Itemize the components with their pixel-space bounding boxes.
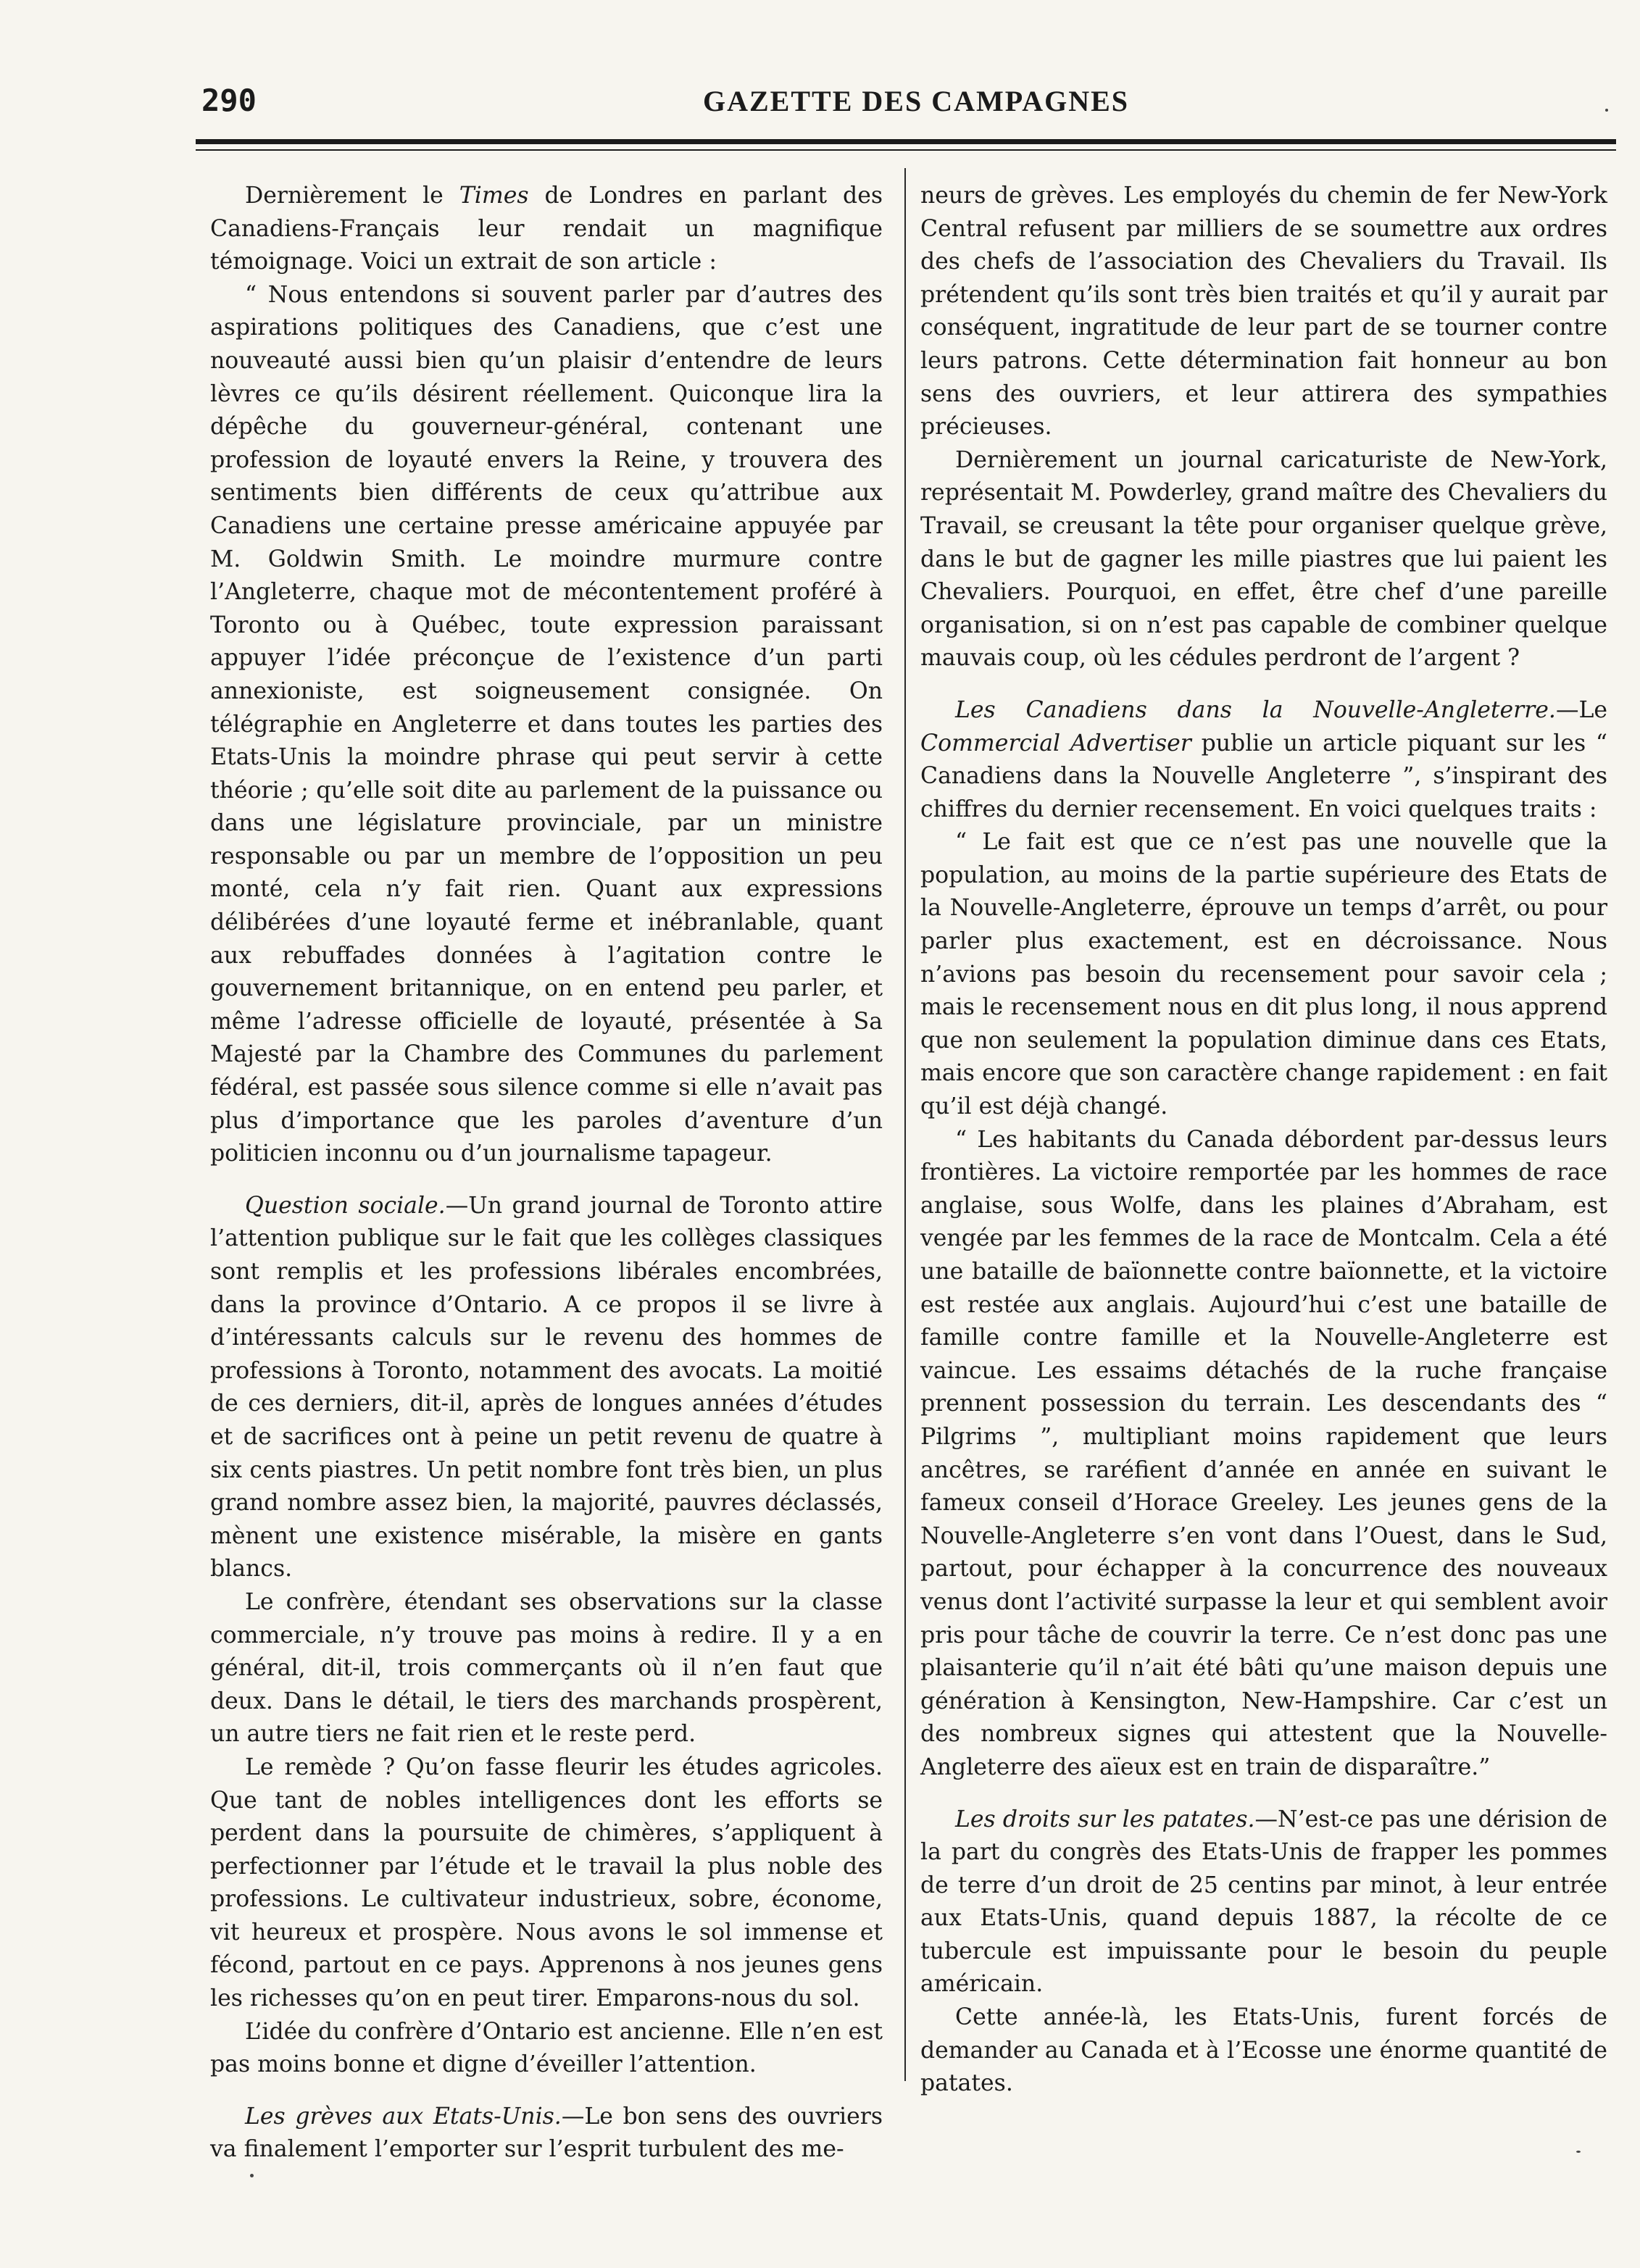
- text-run: —Le bon sens des ouvriers va finalement l’emporter sur l’esprit turbulent des me-: [210, 2103, 883, 2163]
- paragraph-greves-continued: neurs de grèves. Les employés du chemin de fer New-York Central refusent par milliers de se soumettre aux ordres des chefs de l’association des Chevaliers du Travail. Ils prétendent qu’ils sont très bien traités et qu’il y aurait par conséquent, ingratitude de leur part de se tourner contre leurs patrons. Cette détermination fait honneur au bon sens des ouvriers, et leur attirera des sympathies précieuses.: [920, 183, 1607, 441]
- paragraph-greves: [210, 2101, 883, 2167]
- column-divider: [904, 168, 906, 2081]
- scan-speck: [1576, 2151, 1581, 2153]
- paragraph-idee-ancienne: L’idée du confrère d’Ontario est ancienne. Elle n’en est pas moins bonne et digne d’éveiller l’attention.: [210, 2018, 883, 2078]
- paragraph-annee-patates: Cette année-là, les Etats-Unis, furent forcés de demander au Canada et à l’Ecosse une énorme quantité de patates.: [920, 2004, 1607, 2097]
- page-number: 290: [201, 83, 257, 118]
- paragraph-habitants-canada: “ Les habitants du Canada débordent par-dessus leurs frontières. La victoire remportée par les hommes de race anglaise, sous Wolfe, dans les plaines d’Abraham, est vengée par les femmes de la race de Montcalm. Cela a été une bataille de baïonnette contre baïonnette, et la victoire est restée aux anglais. Aujourd’hui c’est une bataille de famille contre famille et la Nouvelle-Angleterre est vaincue. Les essaims détachés de la ruche française prennent possession du terrain. Les descendants des “ Pilgrims ”, multipliant moins rapidement que leurs ancêtres, se raréfient d’année en année en suivant le fameux conseil d’Horace Greeley. Les jeunes gens de la Nouvelle-Angleterre s’en vont dans l’Ouest, dans le Sud, partout, pour échapper à la concurrence des nouveaux venus dont l’activité surpasse la leur et qui semblent avoir pris pour tâche de couvrir la terre. Ce n’est donc pas une plaisanterie qu’il n’ait été bâti qu’une maison depuis une génération à Kensington, New-Hampshire. Car c’est un des nombreux signes qui attestent que la Nouvelle-Angleterre des aïeux est en train de disparaître.”: [920, 1126, 1607, 1780]
- text-run: publie un article piquant sur les “ Canadiens dans la Nouvelle Angleterre ”, s’inspirant des chiffres du dernier recensement. En voici quelques traits :: [920, 730, 1607, 822]
- newspaper-name: Times: [459, 183, 529, 209]
- scan-speck: [1605, 109, 1608, 112]
- right-column: [920, 180, 1607, 2101]
- paragraph-remede: Le remède ? Qu’on fasse fleurir les études agricoles. Que tant de nobles intelligences dont les efforts se perdent dans la poursuite de chimères, s’appliquent à perfectionner par l’étude et le travail la plus noble des professions. Le cultivateur industrieux, sobre, économe, vit heureux et prospère. Nous avons le sol immense et fécond, partout en ce pays. Apprenons à nos jeunes gens les richesses qu’on en peut tirer. Emparons-nous du sol.: [210, 1754, 883, 2012]
- paragraph-powderley: Dernièrement un journal caricaturiste de New-York, représentait M. Powderley, grand maître des Chevaliers du Travail, se creusant la tête pour organiser quelque grève, dans le but de gagner les mille piastres que lui paient les Chevaliers. Pourquoi, en effet, être chef d’une pareille organisation, si on n’est pas capable de combiner quelque mauvais coup, où les cédules perdront de l’argent ?: [920, 446, 1607, 672]
- header-rule-thin: [196, 149, 1616, 151]
- text-run: de Londres en parlant des Canadiens-Français leur rendait un magnifique témoignage. Voici un extrait de son article :: [210, 183, 883, 275]
- paragraph-classe-commerciale: Le confrère, étendant ses observations sur la classe commerciale, n’y trouve pas moins à redire. Il y a en général, dit-il, trois commerçants où il n’en faut que deux. Dans le détail, le tiers des marchands prospèrent, un autre tiers ne fait rien et le reste perd.: [210, 1588, 883, 1748]
- text-run: —N’est-ce pas une dérision de la part du congrès des Etats-Unis de frapper les pommes de terre d’un droit de 25 centins par minot, à leur entrée aux Etats-Unis, quand depuis 1887, la récolte de ce tubercule est impuissante pour le besoin du peuple américain.: [920, 1806, 1607, 1998]
- text-run: Dernièrement le: [245, 183, 459, 209]
- header-rule-thick: [196, 139, 1616, 144]
- page-title: GAZETTE DES CAMPAGNES: [703, 85, 1130, 117]
- section-heading: Les Canadiens dans la Nouvelle-Angleterre.: [955, 696, 1556, 723]
- text-run: —Un grand journal de Toronto attire l’attention publique sur le fait que les collèges classiques sont remplis et les professions libérales encombrées, dans la province d’Ontario. A ce propos il se livre à d’intéressants calculs sur le revenu des hommes de professions à Toronto, notamment des avocats. La moitié de ces derniers, dit-il, après de longues années d’études et de sacrifices ont à peine un petit revenu de quatre à six cents piastres. Un petit nombre font très bien, un plus grand nombre assez bien, la majorité, pauvres déclassés, mènent une existence misérable, la misère en gants blancs.: [210, 1192, 883, 1583]
- paragraph-times-intro: [210, 180, 883, 279]
- left-column: [210, 180, 883, 2167]
- section-heading: Les grèves aux Etats-Unis.: [245, 2103, 562, 2130]
- paragraph-droits-patates: [920, 1804, 1607, 2002]
- section-heading: Les droits sur les patates.: [955, 1806, 1255, 1833]
- section-heading: Question sociale.: [245, 1192, 446, 1219]
- paragraph-fait-population: “ Le fait est que ce n’est pas une nouvelle que la population, au moins de la partie supérieure des Etats de la Nouvelle-Angleterre, éprouve un temps d’arrêt, ou pour parler plus exactement, est en décroissance. Nous n’avions pas besoin du recensement pour savoir cela ; mais le recensement nous en dit plus long, il nous apprend que non seulement la population diminue dans ces Etats, mais encore que son caractère change rapidement : en fait qu’il est déjà changé.: [920, 829, 1607, 1120]
- paragraph-canadiens-nouvelle-angleterre: [920, 694, 1607, 826]
- text-run: —Le: [1555, 696, 1607, 723]
- paragraph-question-sociale: [210, 1190, 883, 1586]
- scan-speck: [250, 2174, 254, 2177]
- page-header: [196, 78, 1616, 129]
- paragraph-times-quote: “ Nous entendons si souvent parler par d’autres des aspirations politiques des Canadiens, que c’est une nouveauté aussi bien qu’un plaisir d’entendre de leurs lèvres ce qu’ils désirent réellement. Quiconque lira la dépêche du gouverneur-général, contenant une profession de loyauté envers la Reine, y trouvera des sentiments bien différents de ceux qu’attribue aux Canadiens une certaine presse américaine appuyée par M. Goldwin Smith. Le moindre murmure contre l’Angleterre, chaque mot de mécontentement proféré à Toronto ou à Québec, toute expression paraissant appuyer l’idée préconçue de l’existence d’un parti annexioniste, est soigneusement consignée. On télégraphie en Angleterre et dans toutes les parties des Etats-Unis la moindre phrase qui peut servir à cette théorie ; qu’elle soit dite au parlement de la puissance ou dans une législature provinciale, par un ministre responsable ou par un membre de l’opposition un peu monté, cela n’y fait rien. Quant aux expressions délibérées d’une loyauté ferme et inébranlable, quant aux rebuffades données à l’agitation contre le gouvernement britannique, on en entend peu parler, et même l’adresse officielle de loyauté, présentée à Sa Majesté par la Chambre des Communes du parlement fédéral, est passée sous silence comme si elle n’avait pas plus d’importance que les paroles d’aventure d’un politicien inconnu ou d’un journalisme tapageur.: [210, 281, 883, 1167]
- newspaper-name: Commercial Advertiser: [920, 730, 1191, 756]
